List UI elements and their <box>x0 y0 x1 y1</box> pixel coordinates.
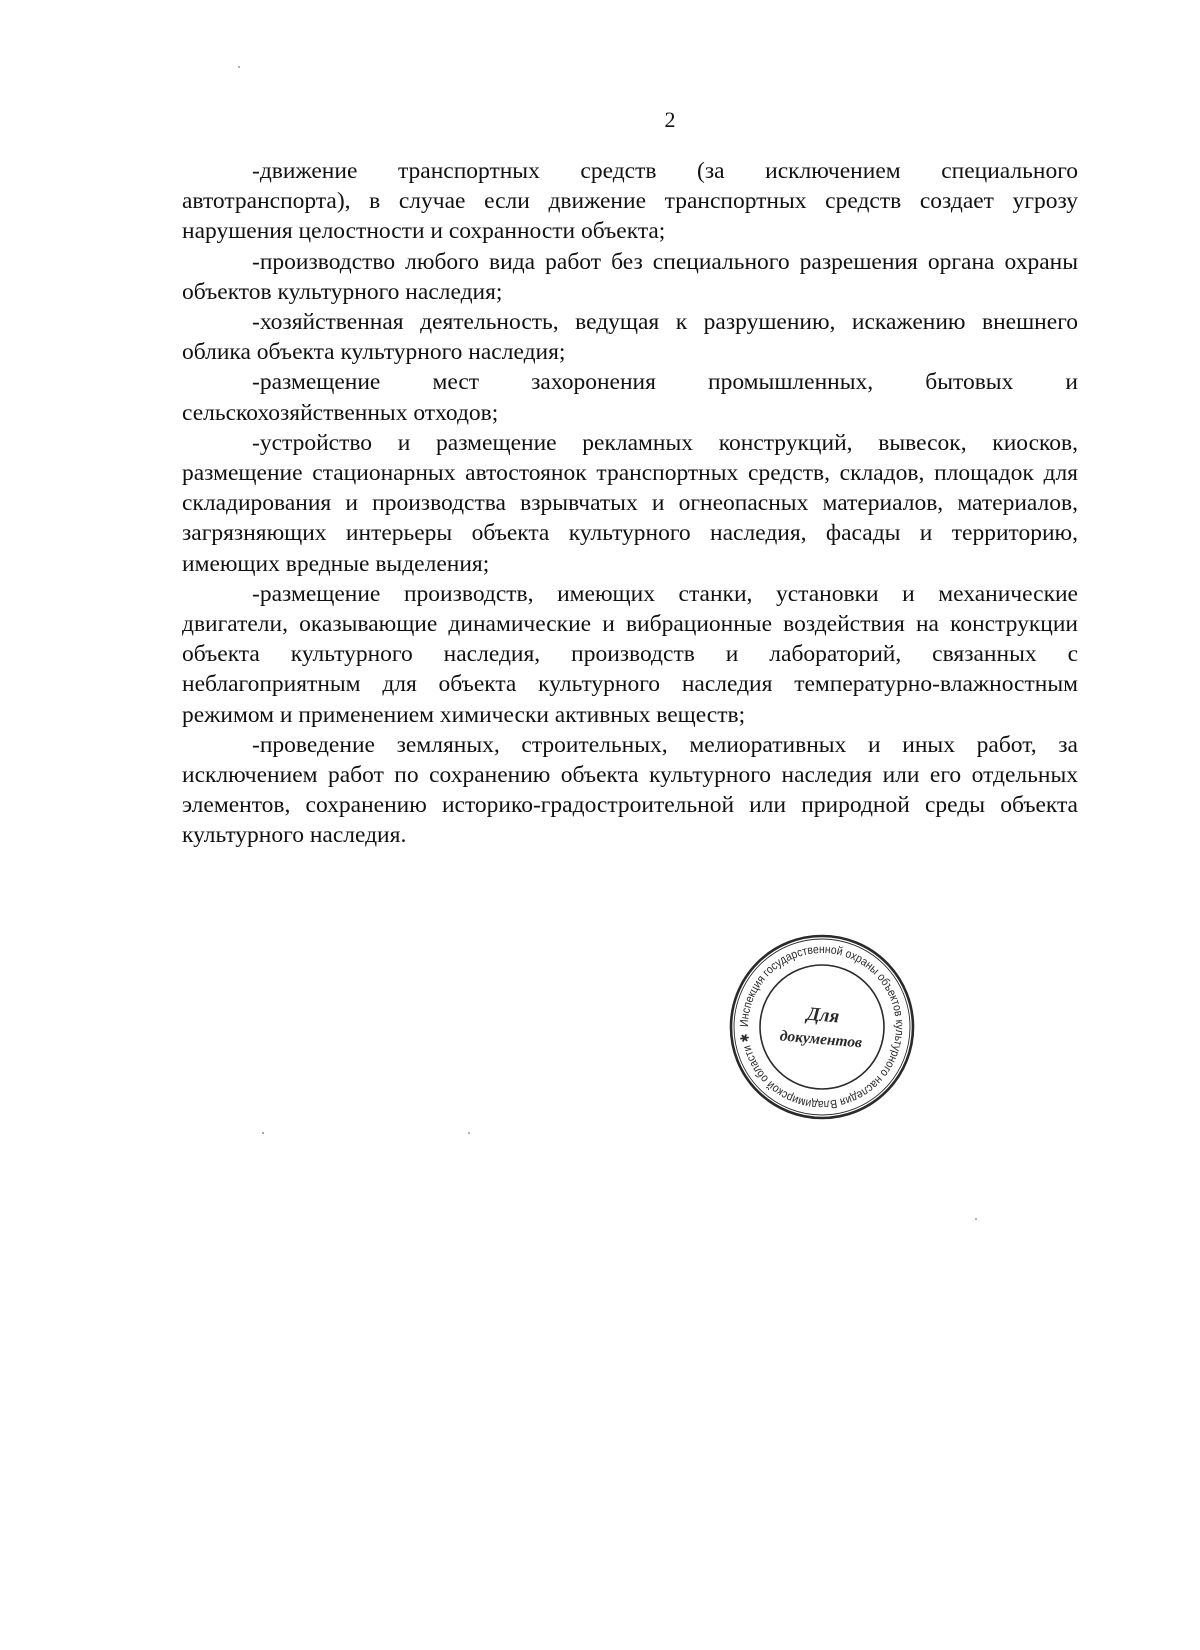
scan-speck <box>975 1218 977 1220</box>
page-number: 2 <box>664 107 676 132</box>
scan-speck <box>468 1132 470 1134</box>
scan-speck <box>238 66 240 68</box>
stamp-center-line-2: документов <box>779 1027 863 1052</box>
stamp-ring-text: Инспекция государственной охраны объектов культурного наследия Владимирской области ✱ <box>736 941 908 1113</box>
stamp-inner-ring <box>760 965 884 1089</box>
stamp-center-line-1: Для <box>805 1003 841 1028</box>
restriction-paragraph: -устройство и размещение рекламных конструкций, вывесок, киосков, размещение стационарных автостоянок транспортных средств, складов, площадок для складирования и производства взрывчатых и огнеопасных материалов, материалов, загрязняющих интерьеры объекта культурного наследия, фасады и территорию, имеющих вредные выделения; <box>182 429 1078 577</box>
restriction-paragraph: -размещение производств, имеющих станки, установки и механические двигатели, оказывающие динамические и вибрационные воздействия на конструкции объекта культурного наследия, производств и лабораторий, связанных с неблагоприятным для объекта культурного наследия температурно-влажностным режимом и применением химически активных веществ; <box>182 580 1078 728</box>
restriction-paragraph: -движение транспортных средств (за исключением специального автотранспорта), в случае если движение транспортных средств создает угрозу нарушения целостности и сохранности объекта; <box>182 158 1078 245</box>
stamp-outer-ring <box>731 936 913 1118</box>
stamp-seal-icon <box>727 932 917 1122</box>
restriction-paragraph: -хозяйственная деятельность, ведущая к разрушению, искажению внешнего облика объекта культурного наследия; <box>182 309 1078 366</box>
restriction-paragraph: -производство любого вида работ без специального разрешения органа охраны объектов культурного наследия; <box>182 248 1078 305</box>
restriction-paragraph: -размещение мест захоронения промышленных, бытовых и сельскохозяйственных отходов; <box>182 369 1078 426</box>
restriction-paragraph: -проведение земляных, строительных, мелиоративных и иных работ, за исключением работ по сохранению объекта культурного наследия или его отдельных элементов, сохранению историко-градостроительной или природной среды объекта культурного наследия. <box>182 731 1078 849</box>
document-body <box>182 156 1078 851</box>
scan-speck <box>262 1132 264 1134</box>
official-stamp <box>727 932 917 1122</box>
